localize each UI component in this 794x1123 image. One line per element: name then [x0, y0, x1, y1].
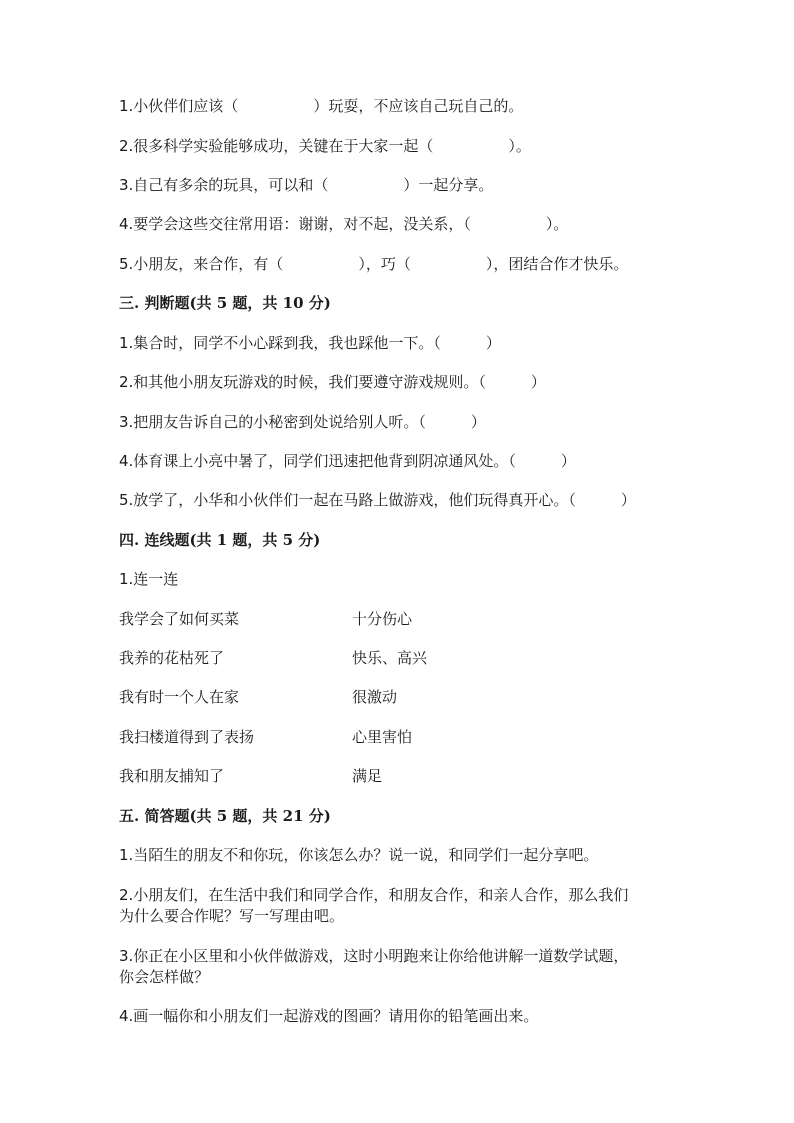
fill-blank-item-1: 1.小伙伴们应该（ ）玩耍，不应该自己玩自己的。 — [119, 97, 524, 115]
short-answer-q1: 1.当陌生的朋友不和你玩，你该怎么办？说一说，和同学们一起分享吧。 — [119, 846, 599, 864]
section-heading-judge: 三. 判断题(共 5 题，共 10 分) — [119, 294, 331, 312]
short-answer-q2-line2: 为什么要合作呢？写一写理由吧。 — [119, 907, 345, 925]
matching-right-item-5: 满足 — [352, 767, 383, 785]
matching-left-item-5: 我和朋友捕知了 — [119, 767, 225, 785]
fill-blank-item-3: 3.自己有多余的玩具，可以和（ ）一起分享。 — [119, 176, 494, 194]
section-heading-short-answer: 五. 简答题(共 5 题，共 21 分) — [119, 807, 331, 825]
judge-item-1: 1.集合时，同学不小心踩到我，我也踩他一下。（ ） — [119, 334, 501, 352]
matching-right-item-4: 心里害怕 — [352, 728, 413, 746]
matching-right-item-2: 快乐、高兴 — [352, 649, 428, 667]
matching-right-item-1: 十分伤心 — [352, 610, 413, 628]
judge-item-2: 2.和其他小朋友玩游戏的时候，我们要遵守游戏规则。（ ） — [119, 373, 546, 391]
matching-left-item-3: 我有时一个人在家 — [119, 688, 240, 706]
judge-item-4: 4.体育课上小亮中暑了，同学们迅速把他背到阴凉通风处。（ ） — [119, 452, 576, 470]
matching-right-item-3: 很激动 — [352, 688, 398, 706]
matching-left-item-2: 我养的花枯死了 — [119, 649, 225, 667]
matching-left-item-4: 我扫楼道得到了表扬 — [119, 728, 255, 746]
matching-prompt: 1.连一连 — [119, 570, 179, 588]
short-answer-q3-line2: 你会怎样做？ — [119, 968, 210, 986]
section-heading-matching: 四. 连线题(共 1 题，共 5 分) — [119, 531, 321, 549]
judge-item-3: 3.把朋友告诉自己的小秘密到处说给别人听。（ ） — [119, 413, 486, 431]
short-answer-q4: 4.画一幅你和小朋友们一起游戏的图画？请用你的铅笔画出来。 — [119, 1007, 539, 1025]
short-answer-q2-line1: 2.小朋友们，在生活中我们和同学合作，和朋友合作，和亲人合作，那么我们 — [119, 886, 629, 904]
fill-blank-item-2: 2.很多科学实验能够成功，关键在于大家一起（ ）。 — [119, 137, 531, 155]
judge-item-5: 5.放学了，小华和小伙伴们一起在马路上做游戏，他们玩得真开心。（ ） — [119, 491, 636, 509]
fill-blank-item-4: 4.要学会这些交往常用语：谢谢，对不起，没关系，（ ）。 — [119, 215, 569, 233]
short-answer-q3-line1: 3.你正在小区里和小伙伴做游戏，这时小明跑来让你给他讲解一道数学试题， — [119, 947, 629, 965]
matching-left-item-1: 我学会了如何买菜 — [119, 610, 240, 628]
fill-blank-item-5: 5.小朋友，来合作，有（ ），巧（ ），团结合作才快乐。 — [119, 255, 629, 273]
